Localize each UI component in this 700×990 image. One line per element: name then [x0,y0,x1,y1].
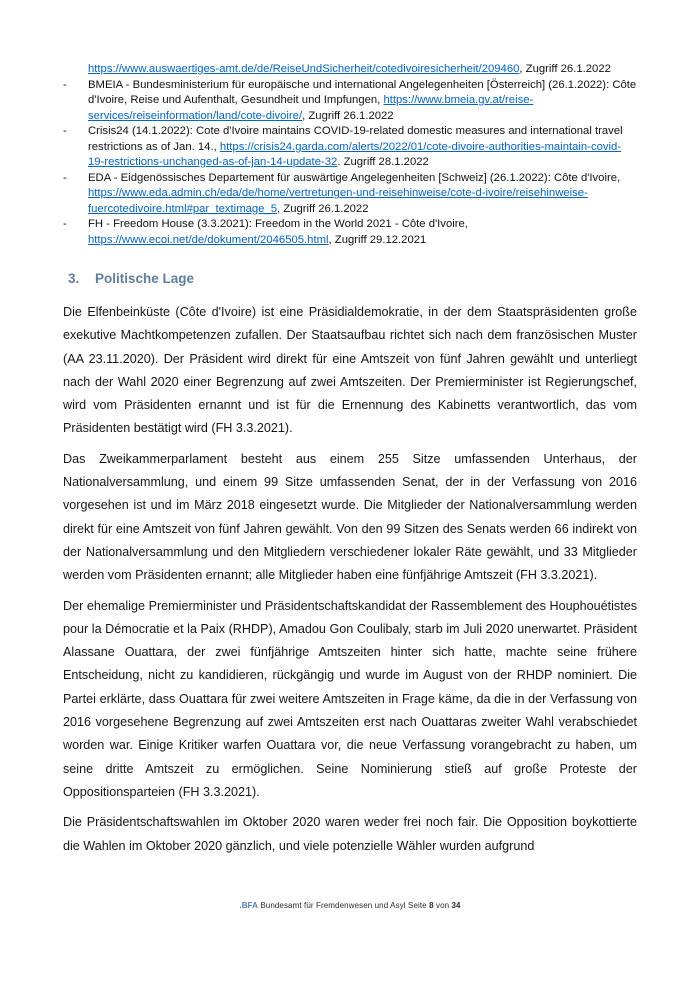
section-heading [63,271,637,286]
source-item [63,217,637,248]
footer-von: von [435,901,450,910]
source-item [63,62,637,78]
source-item [63,124,637,171]
footer-label: Bundesamt für Fremdenwesen und Asyl Seite [260,901,427,910]
source-link[interactable]: https://www.ecoi.net/de/dokument/2046505.html [88,233,329,246]
page-footer [0,901,700,910]
paragraph-politische-lage-4: Die Präsidentschaftswahlen im Oktober 2020 waren weder frei noch fair. Die Opposition boykottierte die Wahlen im Oktober 2020 gänzlich, und viele potenzielle Wähler wurden aufgrund [63,815,637,853]
bfa-logo: .BFA [239,901,258,910]
source-list [63,62,637,248]
source-text: EDA - Eidgenössisches Departement für auswärtige Angelegenheiten [Schweiz] (26.1.2022): Côte d'Ivoire, https://www.eda.admin.ch/eda/de/home/vertretungen-und-reisehinweise/cote-d-ivoire/reisehinweise-fuercotedivoire.html#par_textimage_5, Zugriff 26.1.2022 [88,171,621,215]
bullet-dash: - [63,218,67,230]
section-body [63,301,637,858]
bullet-dash: - [63,171,67,184]
bullet-dash: - [63,125,67,137]
section-title: Politische Lage [95,271,195,286]
source-item [63,78,637,125]
source-link[interactable]: https://www.auswaertiges-amt.de/de/ReiseUndSicherheit/cotedivoiresicherheit/209460 [88,63,520,75]
source-item [63,171,637,218]
source-link[interactable]: https://crisis24.garda.com/alerts/2022/01/cote-divoire-authorities-maintain-covid-19-restrictions-unchanged-as-of-jan-14-update-32 [88,140,622,168]
source-link[interactable]: https://www.eda.admin.ch/eda/de/home/vertretungen-und-reisehinweise/cote-d-ivoire/reisehinweise-fuercotedivoire.html#par_textimage_5 [88,187,588,215]
bullet-dash: - [63,78,67,91]
page-number: 8 [429,901,434,910]
source-text: FH - Freedom House (3.3.2021): Freedom in the World 2021 - Côte d'Ivoire, https://www.ecoi.net/de/dokument/2046505.html, Zugriff 29.12.2021 [88,218,468,246]
paragraph-politische-lage-3: Der ehemalige Premierminister und Präsidentschaftskandidat der Rassemblement des Houphouétistes pour la Démocratie et la Paix (RHDP), Amadou Gon Coulibaly, starb im Juli 2020 unerwartet. Präsident Alassane Ouattara, der zwei fünfjährige Amtszeiten hinter sich hatte, machte seine frühere Entscheidung, nicht zu kandidieren, rückgängig und wurde im August von der RHDP nominiert. Die Partei erklärte, dass Ouattara für zwei weitere Amtszeiten in Frage käme, da die in der Verfassung von 2016 vorgesehene Begrenzung auf zwei Amtszeiten erst nach Ouattaras zweiter Wahl verabschiedet worden war. Einige Kritiker warfen Ouattara vor, die neue Verfassung vorangebracht zu haben, um seine dritte Amtszeit zu ermöglichen. Seine Nominierung stieß auf große Proteste der Oppositionsparteien (FH 3.3.2021). [63,598,637,799]
source-link[interactable]: https://www.bmeia.gv.at/reise-services/reiseinformation/land/cote-divoire/ [88,94,534,122]
section-number: 3. [68,271,80,286]
page-total: 34 [451,901,461,910]
source-text: https://www.auswaertiges-amt.de/de/ReiseUndSicherheit/cotedivoiresicherheit/209460, Zugriff 26.1.2022 [88,63,611,75]
source-text: Crisis24 (14.1.2022): Cote d'Ivoire maintains COVID-19-related domestic measures and international travel restrictions as of Jan. 14., https://crisis24.garda.com/alerts/2022/01/cote-divoire-authorities-maintain-covid-19-restrictions-unchanged-as-of-jan-14-update-32. Zugriff 28.1.2022 [88,125,623,168]
paragraph-politische-lage-2: Das Zweikammerparlament besteht aus einem 255 Sitze umfassenden Unterhaus, der Nationalversammlung, und einem 99 Sitze umfassenden Senat, der in der Verfassung von 2016 vorgesehen ist und im März 2018 eingesetzt wurde. Die Mitglieder der Nationalversammlung werden direkt für eine Amtszeit von fünf Jahren gewählt. Von den 99 Sitzen des Senats werden 66 indirekt von der Nationalversammlung und den Mitgliedern verschiedener lokaler Räte gewählt, und 33 Mitglieder werden vom Präsidenten ernannt; alle Mitglieder haben eine fünfjährige Amtszeit (FH 3.3.2021). [63,451,637,583]
bullet-dash [63,62,88,78]
paragraph-politische-lage-1: Die Elfenbeinküste (Côte d'Ivoire) ist eine Präsidialdemokratie, in der dem Staatspräsidenten große exekutive Machtkompetenzen zufallen. Der Staatsaufbau richtet sich nach dem französischen Muster (AA 23.11.2020). Der Präsident wird direkt für eine Amtszeit von fünf Jahren gewählt und unterliegt nach der Wahl 2020 einer Begrenzung auf zwei Amtszeiten. Der Premierminister ist Regierungschef, wird vom Präsidenten ernannt und ist für die Ernennung des Kabinetts verantwortlich, das vom Präsidenten bestätigt wird (FH 3.3.2021). [63,305,637,436]
source-text: BMEIA - Bundesministerium für europäische und international Angelegenheiten [Österreich] (26.1.2022): Côte d'Ivoire, Reise und Aufenthalt, Gesundheit und Impfungen, https://www.bmeia.gv.at/reise-services/reiseinformation/land/cote-divoire/, Zugriff 26.1.2022 [88,78,637,122]
